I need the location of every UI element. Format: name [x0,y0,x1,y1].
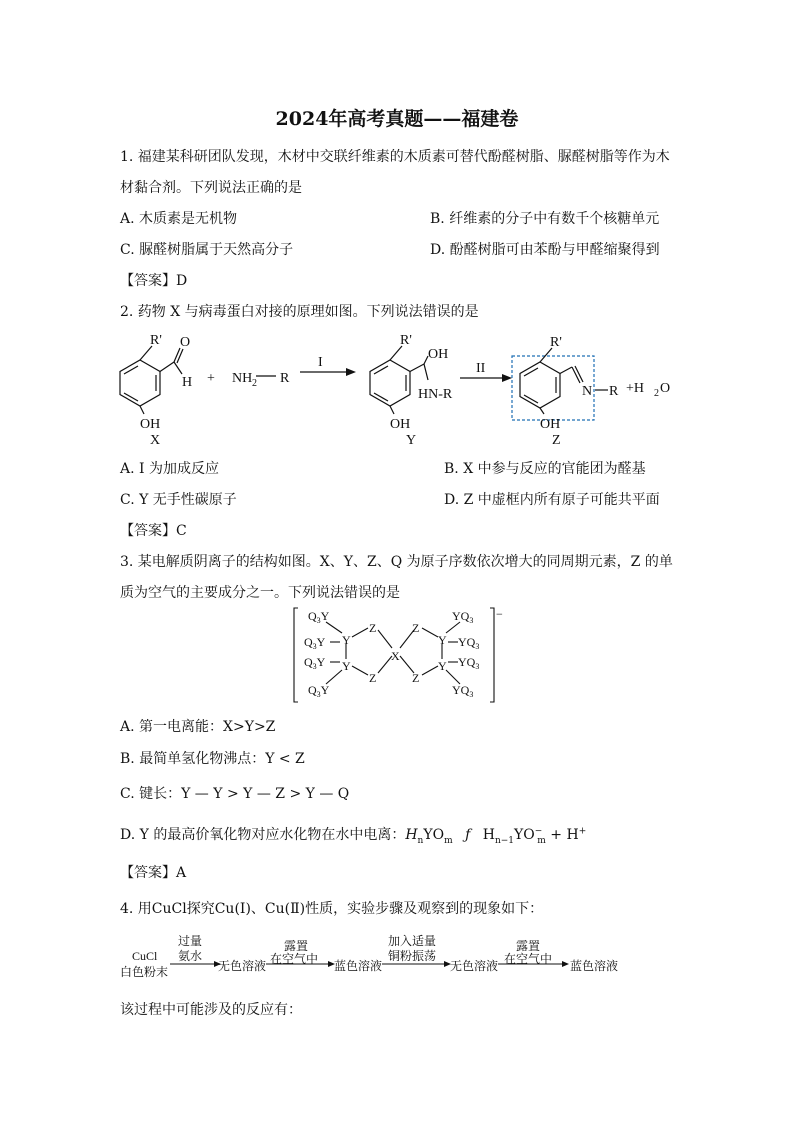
svg-text:Q3Y: $Q_3Y$ [308,609,330,625]
q3-option-c: C. 键长：Y — Y > Y — Z > Y — Q [120,786,350,802]
y-benzene-ring [370,360,410,406]
x-benzene-ring [120,360,160,406]
svg-text:YQ3: $YQ_3$ [452,609,474,625]
q1-option-d: D. 酚醛树脂可由苯酚与甲醛缩聚得到 [430,242,660,258]
x-r-prime: R' [150,333,162,348]
z-r: R [609,384,619,399]
plus-sign: + [207,371,215,386]
z-n: N [582,384,593,399]
flow-a4-bottom: 在空气中 [504,952,553,966]
z-benzene-ring [520,362,560,408]
left-z-top: Z [369,621,377,635]
svg-text:YQ3: $YQ_3$ [452,683,474,699]
q2-option-a: A. I 为加成反应 [120,461,219,477]
step-ii-label: II [476,361,486,376]
q3-stem-line1: 3. 某电解质阴离子的结构如图。X、Y、Z、Q 为原子序数依次增大的同周期元素，Z 的单 [120,554,673,570]
anion-charge: − [496,607,503,621]
q1-stem-line2: 材黏合剂。下列说法正确的是 [120,180,302,196]
x-aldehyde-o: O [180,335,191,350]
q2-option-c: C. Y 无手性碳原子 [120,492,237,508]
amine-nh: NH [232,371,253,386]
q3-option-d: D. Y 的最高价氧化物对应水化物在水中电离：$H_nYO_m$ ƒ $H_{n-1}YO^-_m + H^+$ [120,826,587,846]
y-hn-r: HN-R [418,387,453,402]
right-y-bottom: Y [438,659,447,673]
flow-start-bottom: 白色粉末 [120,965,169,979]
amine-r: R [280,371,290,386]
x-aldehyde-h: H [182,375,193,390]
flow-a2-bottom: 在空气中 [270,952,319,966]
q4-stem: 4. 用CuCl探究Cu(Ⅰ)、Cu(Ⅱ)性质，实验步骤及观察到的现象如下： [120,901,544,917]
q4-flow-diagram [118,930,638,980]
svg-text:Q3Y: $Q_3Y$ [304,635,326,651]
label-z: Z [552,433,561,448]
page-title: 2024年高考真题——福建卷 [275,108,519,130]
x-oh: OH [140,417,161,432]
flow-a3-top1: 加入适量 [388,934,437,948]
flow-n2: 蓝色溶液 [334,959,383,973]
y-oh: OH [428,347,449,362]
flow-a3-top2: 铜粉振荡 [388,949,437,963]
q1-answer: 【答案】D [120,273,188,289]
z-r-prime: R' [550,335,562,350]
svg-text:Q3Y: $Q_3Y$ [304,655,326,671]
q2-option-b: B. X 中参与反应的官能团为醛基 [444,461,646,477]
q4-followup: 该过程中可能涉及的反应有： [120,1002,302,1018]
q2-option-d: D. Z 中虚框内所有原子可能共平面 [444,492,660,508]
z-oh: OH [540,417,561,432]
left-y-bottom: Y [342,659,351,673]
center-x: X [391,649,400,663]
right-z-bottom: Z [412,671,420,685]
q3-answer: 【答案】A [120,865,187,881]
left-z-bottom: Z [369,671,377,685]
flow-a4-top: 露置 [516,939,541,953]
right-y-top: Y [438,633,447,647]
svg-text:YQ3: $YQ_3$ [458,655,480,671]
q2-stem: 2. 药物 X 与病毒蛋白对接的原理如图。下列说法错误的是 [120,304,479,320]
water-sub2: 2 [654,388,659,399]
water-o: O [660,381,671,396]
left-y-top: Y [342,633,351,647]
flow-n1: 无色溶液 [218,959,267,973]
svg-text:Q3Y: $Q_3Y$ [308,683,330,699]
q2-answer: 【答案】C [120,523,187,539]
flow-a1-top1: 过量 [178,934,203,948]
q3-anion-structure [290,604,510,706]
q2-reaction-scheme [110,328,710,450]
q1-option-b: B. 纤维素的分子中有数千个核糖单元 [430,211,660,227]
q3-option-a: A. 第一电离能：X>Y>Z [120,719,276,735]
label-x: X [150,433,161,448]
q3-option-b: B. 最简单氢化物沸点：Y < Z [120,751,305,767]
svg-text:YQ3: $YQ_3$ [458,635,480,651]
label-y: Y [406,433,417,448]
q1-option-a: A. 木质素是无机物 [120,211,238,227]
flow-a2-top: 露置 [284,939,309,953]
y-r-prime: R' [400,333,412,348]
q3-stem-line2: 质为空气的主要成分之一。下列说法错误的是 [120,585,400,601]
y-ring-oh: OH [390,417,411,432]
amine-sub2: 2 [252,378,257,389]
q1-stem-line1: 1. 福建某科研团队发现，木材中交联纤维素的木质素可替代酚醛树脂、脲醛树脂等作为木 [120,149,670,165]
right-z-top: Z [412,621,420,635]
flow-a1-top2: 氨水 [178,949,203,963]
flow-n4: 蓝色溶液 [570,959,619,973]
q1-option-c: C. 脲醛树脂属于天然高分子 [120,242,294,258]
flow-n3: 无色溶液 [450,959,499,973]
step-i-label: I [318,355,323,370]
water-h: +H [626,381,645,396]
flow-start-top: CuCl [132,949,158,963]
